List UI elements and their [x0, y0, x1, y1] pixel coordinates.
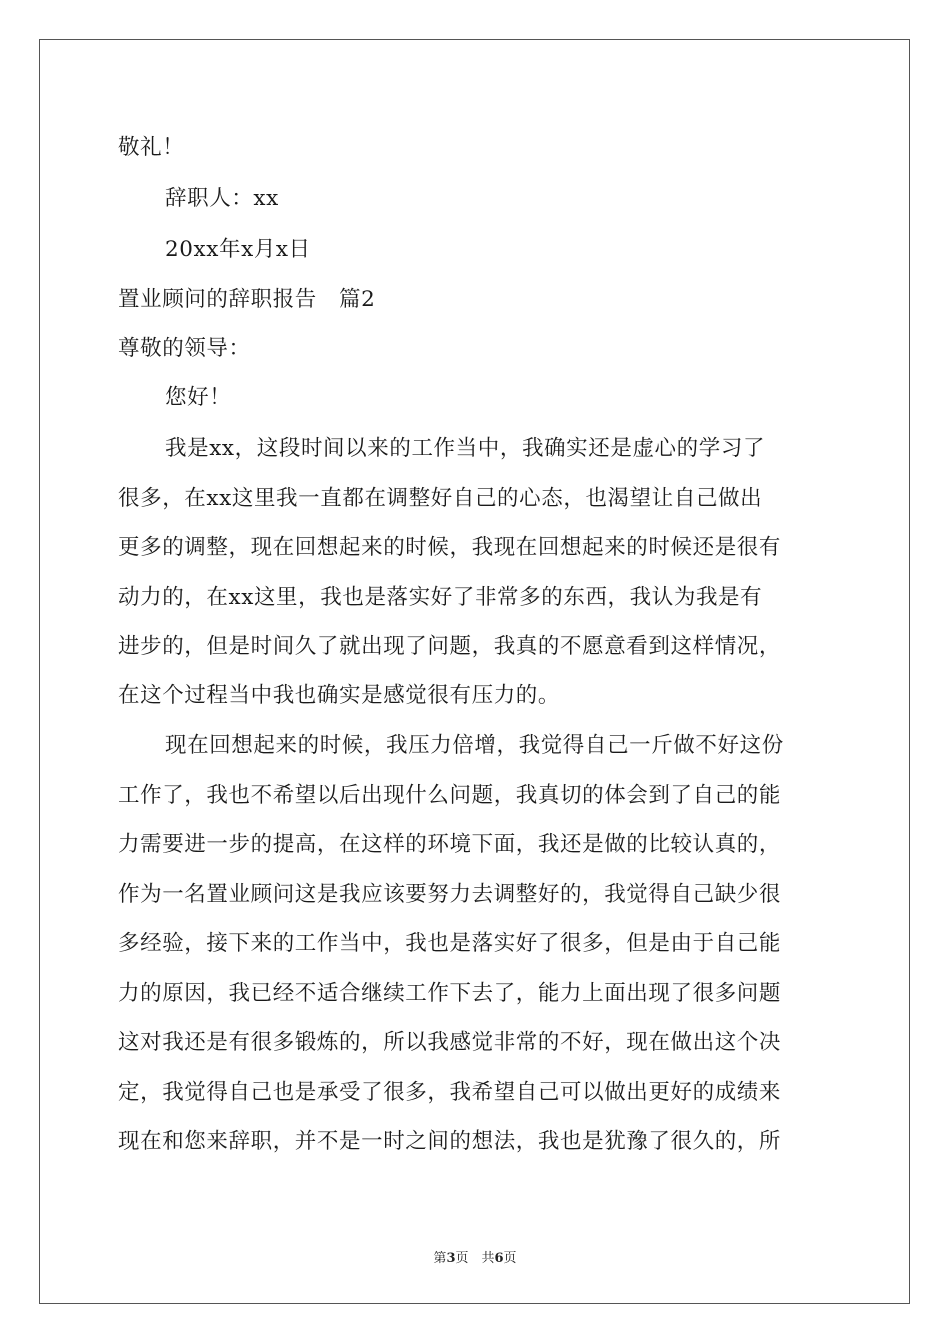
paragraph2-line: 工作了，我也不希望以后出现什么问题，我真切的体会到了自己的能	[118, 783, 782, 808]
page-footer	[0, 1247, 950, 1266]
total-pages-number: 6	[494, 1251, 504, 1266]
current-page-number: 3	[446, 1251, 456, 1266]
paragraph1-line: 我是xx，这段时间以来的工作当中，我确实还是虚心的学习了	[165, 436, 766, 461]
footer-prefix: 第	[433, 1251, 447, 1266]
greeting-line: 您好！	[165, 385, 232, 410]
section-title: 置业顾问的辞职报告 篇2	[118, 287, 376, 312]
paragraph2-line: 多经验，接下来的工作当中，我也是落实好了很多，但是由于自己能	[118, 931, 782, 956]
paragraph1-line: 更多的调整，现在回想起来的时候，我现在回想起来的时候还是很有	[118, 535, 782, 560]
page-border	[39, 39, 910, 1304]
salutation-line: 尊敬的领导：	[118, 336, 251, 361]
signature-line: 辞职人：xx	[165, 186, 279, 211]
closing-line: 敬礼！	[118, 135, 185, 160]
paragraph1-line: 在这个过程当中我也确实是感觉很有压力的。	[118, 683, 561, 708]
paragraph2-line: 现在和您来辞职，并不是一时之间的想法，我也是犹豫了很久的，所	[118, 1129, 782, 1154]
paragraph1-line: 很多，在xx这里我一直都在调整好自己的心态，也渴望让自己做出	[118, 486, 763, 511]
paragraph2-line: 现在回想起来的时候，我压力倍增，我觉得自己一斤做不好这份	[165, 733, 784, 758]
footer-suffix: 页	[503, 1251, 517, 1266]
paragraph1-line: 进步的，但是时间久了就出现了问题，我真的不愿意看到这样情况，	[118, 634, 782, 659]
paragraph2-line: 力的原因，我已经不适合继续工作下去了，能力上面出现了很多问题	[118, 981, 782, 1006]
paragraph2-line: 这对我还是有很多锻炼的，所以我感觉非常的不好，现在做出这个决	[118, 1030, 782, 1055]
paragraph2-line: 力需要进一步的提高，在这样的环境下面，我还是做的比较认真的，	[118, 832, 782, 857]
footer-mid: 页 共	[455, 1251, 495, 1266]
date-line: 20xx年x月x日	[165, 237, 311, 262]
paragraph2-line: 定，我觉得自己也是承受了很多，我希望自己可以做出更好的成绩来	[118, 1080, 782, 1105]
paragraph1-line: 动力的，在xx这里，我也是落实好了非常多的东西，我认为我是有	[118, 585, 763, 610]
paragraph2-line: 作为一名置业顾问这是我应该要努力去调整好的，我觉得自己缺少很	[118, 882, 782, 907]
